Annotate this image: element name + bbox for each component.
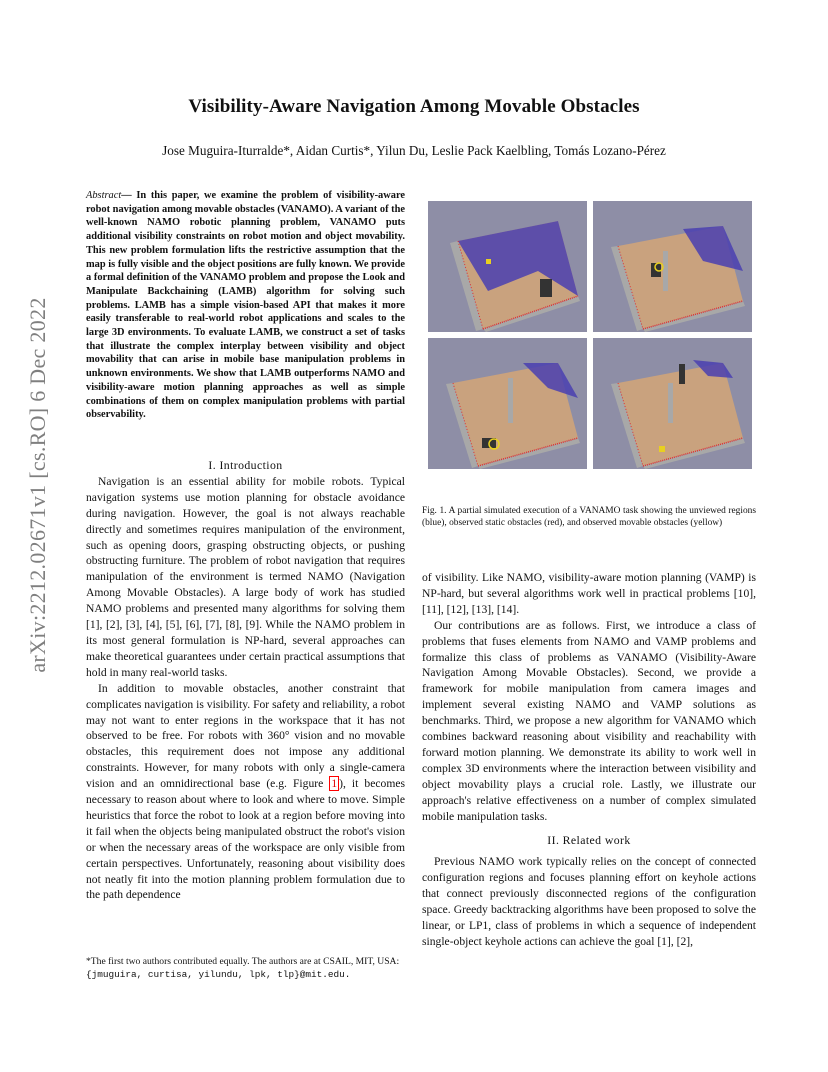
paper-title: Visibility-Aware Navigation Among Movable Obstacles (188, 96, 640, 117)
abstract (86, 189, 405, 422)
related-work-paragraph: Previous NAMO work typically relies on the concept of connected configuration regions and focuses planning effort on keyhole actions that connect previously disconnected regions of the configuration space. Greedy backtracking algorithms have been proposed to solve the linear, or LP1, class of problems in which a sequence of independent single-object keyhole actions can achieve the goal [1], [2], (422, 855, 756, 948)
figure-1 (428, 201, 752, 469)
contributions-paragraph: Our contributions are as follows. First, we introduce a class of problems that fuses elements from NAMO and VAMP problems and formalize this class of problems as VANAMO (Visibility-Aware Navigation Among Movable Obstacles). Second, we provide a framework for mobile manipulation from camera images and implement several existing NAMO and VAMP solutions as benchmarks. Third, we propose a new algorithm for VANAMO which combines backward reasoning about visibility and reachability with forward motion planning. We demonstrate its ability to work well in complex 3D environments where the interaction between visibility and object movability plays a crucial role. Lastly, we illustrate our approach's relative effectiveness on a number of complex simulated mobile manipulation tasks. (422, 618, 756, 823)
section-heading-introduction: I. Introduction (208, 458, 283, 472)
right-column (422, 570, 756, 950)
section-heading-related-work: II. Related work (547, 832, 631, 847)
intro-paragraph-1: Navigation is an essential ability for mobile robots. Typical navigation systems use motion planning for obstacle avoidance during navigation. However, the goal is not always reachable directly and sometimes requires manipulation of the environment, such as opening doors, grasping obstructing objects, or pushing obstructing furniture. The problem of robot navigation that requires manipulation of the environment is termed NAMO (Navigation Among Movable Obstacles). A large body of work has studied NAMO problems and presented many algorithms for solving them [1], [2], [3], [4], [5], [6], [7], [8], [9]. While the NAMO problem in its most general formulation is NP-hard, several approaches can make theoretical guarantees under certain practical assumptions that hold in many real-world tasks. (86, 474, 405, 679)
footnote-emails: {jmuguira, curtisa, yilundu, lpk, tlp}@mit.edu. (86, 968, 351, 980)
figure-reference-link[interactable]: 1 (331, 777, 338, 791)
figure-caption: Fig. 1. A partial simulated execution of a VANAMO task showing the unviewed regions (blue), observed static obstacles (red), and observed movable obstacles (yellow) (422, 506, 756, 528)
figure-panel-3 (428, 338, 587, 469)
arxiv-stamp-wrapper (18, 290, 58, 690)
figure-panel-4 (593, 338, 752, 469)
abstract-label: Abstract (86, 190, 122, 201)
right-paragraph-continuation: of visibility. Like NAMO, visibility-aware motion planning (VAMP) is NP-hard, but several algorithms work well in practical problems [10], [11], [12], [13], [14]. (422, 571, 756, 616)
intro-p2-part-b: ), it becomes necessary to reason about where to look and where to move. Simple heuristics that force the robot to look at a region before moving into it fail when the objects being manipulated obstruct the robot's vision or when the necessary areas of the workspace are only visible from certain perspectives. Unfortunately, reasoning about visibility does not neatly fit into the motion planning problem formulation due to the path dependence (86, 777, 405, 902)
arxiv-stamp: arXiv:2212.02671v1 [cs.RO] 6 Dec 2022 (25, 297, 50, 673)
figure-panel-1 (428, 201, 587, 332)
figure-panel-2 (593, 201, 752, 332)
footnote-text: *The first two authors contributed equally. The authors are at CSAIL, MIT, USA: (86, 956, 400, 967)
left-column (86, 458, 405, 903)
footnote (86, 956, 405, 981)
intro-paragraph-2 (86, 681, 405, 904)
intro-p2-part-a: In addition to movable obstacles, another constraint that complicates navigation is visibility. For safety and reliability, a robot may not want to enter regions in the workspace that it has not observed to be free. For robots with 360° vision and no movable obstacles, this requirement does not impose any additional constraints. However, for many robots with only a single-camera vision and an omnidirectional base (e.g. Figure (86, 681, 405, 791)
abstract-text: — In this paper, we examine the problem of visibility-aware robot navigation among movable obstacles (VANAMO). A variant of the well-known NAMO robotic planning problem, VANAMO puts additional visibility constraints on robot motion and object movability. This new problem formulation lifts the restrictive assumption that the map is fully visible and the object positions are fully known. We provide a formal definition of the VANAMO problem and propose the Look and Manipulate Backchaining (LAMB) algorithm for solving such problems. LAMB has a simple vision-based API that makes it more easily transferable to real-world robot applications and scales to the large 3D environments. To evaluate LAMB, we construct a set of tasks that illustrate the complex interplay between visibility and object movability that can arise in mobile base manipulation problems in unknown environments. We show that LAMB outperforms NAMO and visibility-aware motion planning approaches as well as simple combinations of them on complex manipulation problems with partial observability. (86, 190, 405, 421)
paper-authors: Jose Muguira-Iturralde*, Aidan Curtis*, Yilun Du, Leslie Pack Kaelbling, Tomás Lozano-Pérez (162, 143, 666, 158)
